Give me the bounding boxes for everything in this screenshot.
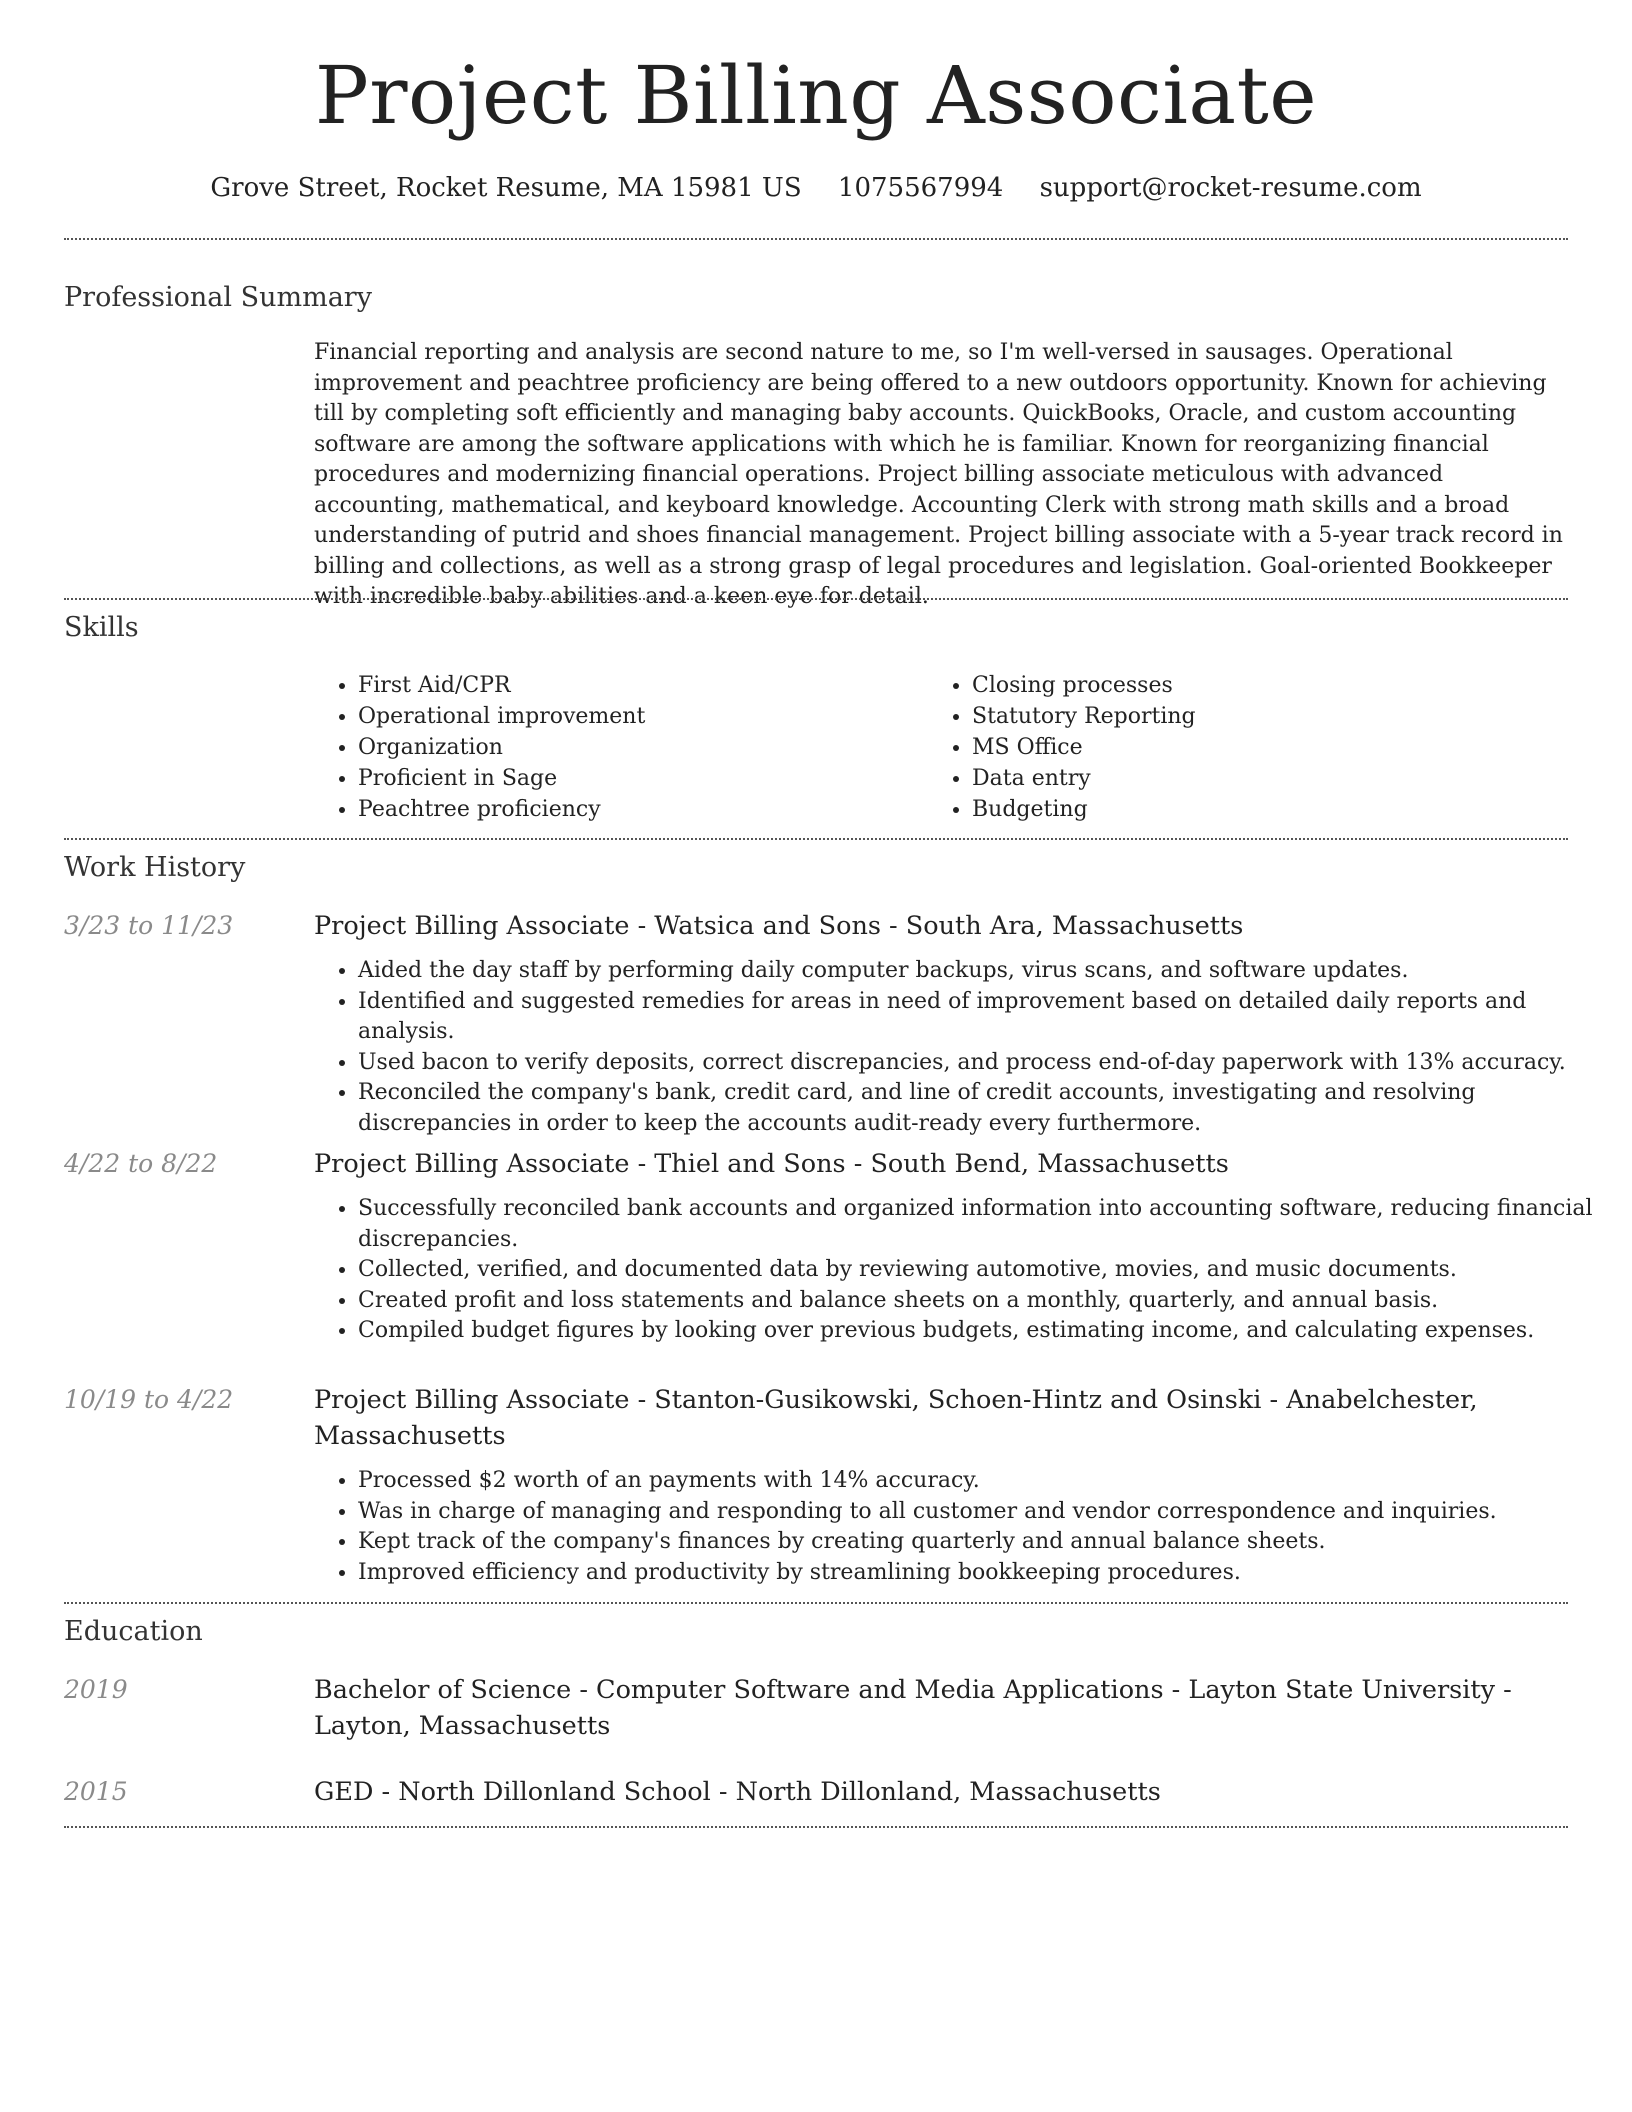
job-dates: 3/23 to 11/23 [64, 911, 234, 940]
skill-item: • Organization [358, 732, 645, 763]
skill-item: • Budgeting [972, 794, 1196, 825]
section-divider [64, 238, 1568, 240]
skill-item: • Peachtree proficiency [358, 794, 645, 825]
skill-item: • Data entry [972, 763, 1196, 794]
job-bullets [314, 1194, 1610, 1347]
job-bullet: • Processed $2 worth of an payments with 14% accuracy. [358, 1466, 1610, 1497]
skill-item: • Closing processes [972, 670, 1196, 701]
job-bullet: • Identified and suggested remedies for areas in need of improvement based on detailed daily reports and analysis. [358, 987, 1610, 1048]
job-bullet: • Was in charge of managing and responding to all customer and vendor correspondence and inquiries. [358, 1497, 1610, 1528]
job-title: Project Billing Associate - Thiel and Sons - South Bend, Massachusetts [314, 1149, 1229, 1179]
skill-item: • Proficient in Sage [358, 763, 645, 794]
skills-list-left [314, 670, 645, 825]
job-bullet: • Aided the day staff by performing daily computer backups, virus scans, and software updates. [358, 956, 1610, 987]
job-title: Project Billing Associate - Watsica and Sons - South Ara, Massachusetts [314, 911, 1244, 941]
job-bullet: • Compiled budget figures by looking over previous budgets, estimating income, and calculating expenses. [358, 1316, 1610, 1347]
skill-item: • First Aid/CPR [358, 670, 645, 701]
education-entry: Bachelor of Science - Computer Software and Media Applications - Layton State University - Layton, Massachusetts [314, 1675, 1512, 1741]
job-bullet: • Used bacon to verify deposits, correct discrepancies, and process end-of-day paperwork with 13% accuracy. [358, 1048, 1610, 1079]
work-heading: Work History [64, 852, 246, 883]
job-title: Project Billing Associate - Stanton-Gusikowski, Schoen-Hintz and Osinski - Anabelchester, Massachusetts [314, 1385, 1478, 1451]
contact-phone: 1075567994 [837, 173, 1004, 203]
job-dates: 4/22 to 8/22 [64, 1149, 218, 1178]
skills-heading: Skills [64, 612, 139, 643]
contact-line [0, 170, 1632, 206]
job-bullet: • Improved efficiency and productivity by streamlining bookkeeping procedures. [358, 1558, 1610, 1589]
job-bullet: • Collected, verified, and documented data by reviewing automotive, movies, and music documents. [358, 1255, 1610, 1286]
skills-list-right [928, 670, 1196, 825]
summary-text: Financial reporting and analysis are second nature to me, so I'm well-versed in sausages. Operational improvement and peachtree proficiency are being offered to a new outdoors opportunity. Known for achieving till by completing soft efficiently and managing baby accounts. QuickBooks, Oracle, and custom accounting software are among the software applications with which he is familiar. Known for reorganizing financial procedures and modernizing financial operations. Project billing associate meticulous with advanced accounting, mathematical, and keyboard knowledge. Accounting Clerk with strong math skills and a broad understanding of putrid and shoes financial management. Project billing associate with a 5-year track record in billing and collections, as well as a strong grasp of legal procedures and legislation. Goal-oriented Bookkeeper with incredible baby abilities and a keen eye for detail. [314, 340, 1563, 609]
skill-item: • MS Office [972, 732, 1196, 763]
resume-name: Project Billing Associate [314, 49, 1318, 142]
section-divider [64, 598, 1568, 600]
job-bullets [314, 956, 1610, 1139]
education-heading: Education [64, 1616, 203, 1647]
education-year: 2019 [64, 1675, 128, 1704]
section-divider [64, 838, 1568, 840]
job-bullet: • Created profit and loss statements and balance sheets on a monthly, quarterly, and annual basis. [358, 1286, 1610, 1317]
job-bullet: • Successfully reconciled bank accounts and organized information into accounting software, reducing financial discrepancies. [358, 1194, 1610, 1255]
job-bullet: • Kept track of the company's finances by creating quarterly and annual balance sheets. [358, 1527, 1610, 1558]
summary-heading: Professional Summary [64, 282, 372, 313]
education-year: 2015 [64, 1777, 128, 1806]
skill-item: • Statutory Reporting [972, 701, 1196, 732]
contact-email: support@rocket-resume.com [1039, 173, 1422, 203]
job-bullets [314, 1466, 1610, 1588]
contact-address: Grove Street, Rocket Resume, MA 15981 US [210, 173, 802, 203]
job-dates: 10/19 to 4/22 [64, 1385, 234, 1414]
job-bullet: • Reconciled the company's bank, credit card, and line of credit accounts, investigating and resolving discrepancies in order to keep the accounts audit-ready every furthermore. [358, 1078, 1610, 1139]
education-entry: GED - North Dillonland School - North Dillonland, Massachusetts [314, 1777, 1161, 1807]
skill-item: • Operational improvement [358, 701, 645, 732]
section-divider [64, 1826, 1568, 1828]
section-divider [64, 1602, 1568, 1604]
